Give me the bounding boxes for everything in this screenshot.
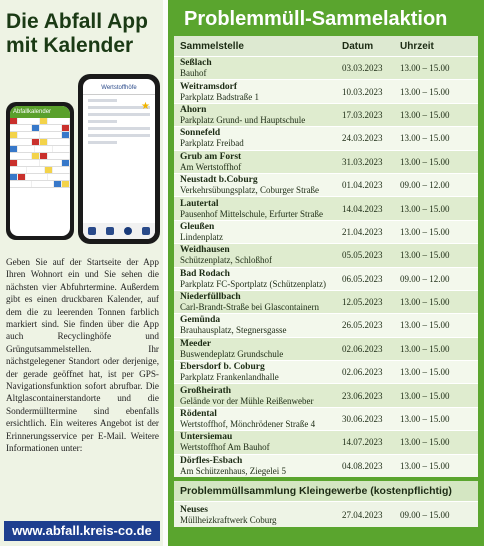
place-name: Gleußen <box>180 221 215 232</box>
place-name: Gemünda <box>180 315 221 326</box>
table-row <box>174 56 478 79</box>
table-row <box>174 454 478 477</box>
location-icon <box>124 227 132 235</box>
calendar-icon <box>106 227 114 235</box>
place-name: Bad Rodach <box>180 268 230 279</box>
row-date: 14.07.2023 <box>342 437 383 448</box>
schedule-title: Problemmüll-Sammelaktion <box>184 8 448 30</box>
site-name: Carl-Brandt-Straße bei Glascontainern <box>180 302 319 313</box>
table-row <box>174 220 478 243</box>
home-icon <box>88 227 96 235</box>
header-time: Uhrzeit <box>400 40 434 52</box>
row-date: 24.03.2023 <box>342 133 383 144</box>
place-name: Großheirath <box>180 385 232 396</box>
row-date: 01.04.2023 <box>342 180 383 191</box>
row-date: 06.05.2023 <box>342 273 383 284</box>
row-date: 05.05.2023 <box>342 250 383 261</box>
row-date: 17.03.2023 <box>342 109 383 120</box>
app-nav-bar <box>83 223 155 239</box>
site-name: Wertstoffhof, Mönchrödener Straße 4 <box>180 419 316 430</box>
site-name: Wertstoffhof Am Bauhof <box>180 442 270 453</box>
row-time: 09.00 – 15.00 <box>400 509 450 520</box>
table-row <box>174 313 478 336</box>
collection-schedule <box>168 0 484 546</box>
site-name: Parkplatz Grund- und Hauptschule <box>180 114 306 125</box>
row-time: 13.00 – 15.00 <box>400 367 450 378</box>
place-name: Ebersdorf b. Coburg <box>180 362 265 373</box>
table-row <box>174 243 478 266</box>
website-link[interactable]: www.abfall.kreis-co.de <box>4 521 160 541</box>
row-time: 13.00 – 15.00 <box>400 109 450 120</box>
row-time: 13.00 – 15.00 <box>400 297 450 308</box>
table-row <box>174 290 478 313</box>
place-name: Neustadt b.Coburg <box>180 175 258 186</box>
row-time: 09.00 – 12.00 <box>400 180 450 191</box>
place-name: Lautertal <box>180 198 219 209</box>
place-name: Grub am Forst <box>180 151 242 162</box>
app-title: Die Abfall App mit Kalender <box>6 10 148 57</box>
site-name: Pausenhof Mittelschule, Erfurter Straße <box>180 208 323 219</box>
row-date: 03.03.2023 <box>342 63 383 74</box>
row-time: 13.00 – 15.00 <box>400 156 450 167</box>
table-row <box>174 79 478 102</box>
table-row <box>174 196 478 219</box>
row-time: 13.00 – 15.00 <box>400 390 450 401</box>
place-name: Untersiemau <box>180 432 233 443</box>
row-date: 31.03.2023 <box>342 156 383 167</box>
row-date: 04.08.2023 <box>342 460 383 471</box>
phone-calendar <box>6 102 74 240</box>
place-name: Seßlach <box>180 58 212 69</box>
row-time: 13.00 – 15.00 <box>400 320 450 331</box>
header-date: Datum <box>342 40 374 52</box>
site-name: Lindenplatz <box>180 231 223 242</box>
place-name: Dörfles-Esbach <box>180 455 243 466</box>
row-time: 13.00 – 15.00 <box>400 250 450 261</box>
row-time: 09.00 – 12.00 <box>400 273 450 284</box>
row-time: 13.00 – 15.00 <box>400 437 450 448</box>
row-time: 13.00 – 15.00 <box>400 86 450 97</box>
calendar-header: Abfallkalender <box>10 106 70 118</box>
site-name: Am Wertstoffhof <box>180 161 242 172</box>
place-name: Ahorn <box>180 104 207 115</box>
row-date: 10.03.2023 <box>342 86 383 97</box>
table-row <box>174 126 478 149</box>
table-row <box>174 360 478 383</box>
place-name: Niederfüllbach <box>180 292 241 303</box>
table-body <box>174 56 478 477</box>
phone-illustration <box>4 70 162 250</box>
site-name: Buswendeplatz Grundschule <box>180 348 284 359</box>
place-name: Rödental <box>180 409 217 420</box>
table-row <box>174 407 478 430</box>
row-date: 30.06.2023 <box>342 414 383 425</box>
row-date: 23.06.2023 <box>342 390 383 401</box>
row-date: 02.06.2023 <box>342 367 383 378</box>
row-date: 12.05.2023 <box>342 297 383 308</box>
row-date: 21.04.2023 <box>342 226 383 237</box>
table-row <box>174 501 478 527</box>
table-row <box>174 383 478 406</box>
menu-icon <box>142 227 150 235</box>
row-date: 26.05.2023 <box>342 320 383 331</box>
commercial-title: Problemmüllsammlung Kleingewerbe (kostenpflichtig) <box>174 481 478 501</box>
site-name: Verkehrsübungsplatz, Coburger Straße <box>180 185 320 196</box>
site-name: Parkplatz Frankenlandhalle <box>180 372 279 383</box>
place-name: Weidhausen <box>180 245 230 256</box>
row-time: 13.00 – 15.00 <box>400 343 450 354</box>
phone-app <box>78 74 160 244</box>
table-row <box>174 337 478 360</box>
table-row <box>174 267 478 290</box>
row-date: 14.04.2023 <box>342 203 383 214</box>
row-date: 27.04.2023 <box>342 509 383 520</box>
row-time: 13.00 – 15.00 <box>400 226 450 237</box>
site-name: Schützenplatz, Schloßhof <box>180 255 272 266</box>
table-row <box>174 103 478 126</box>
table-row <box>174 430 478 453</box>
app-header: Wertstoffhöfe <box>83 79 155 95</box>
row-date: 02.06.2023 <box>342 343 383 354</box>
place-name: Sonnefeld <box>180 128 221 139</box>
row-time: 13.00 – 15.00 <box>400 63 450 74</box>
place-name: Weitramsdorf <box>180 81 237 92</box>
app-description: Geben Sie auf der Startseite der App Ihren Wohnort ein und Sie sehen die nächsten vier Abfuhrtermine. Außerdem gibt es einen druckbaren Kalender, auf dem die zu leerenden Tonnen farblich markiert sind. Sie finden über die App auch Recyclinghöfe und Grüngutsammelstellen. Ihr nächstgelegener Standort oder derjenige, der gerade geöffnet hat, ist per GPS-Navigationsfunktion sofort abrufbar. Die Altglascontainerstandorte und die Sondermülltermine sind ebenfalls ersichtlich. Ein weiteres Angebot ist der Erinnerungsservice per E-Mail. Weitere Informationen unter: <box>6 257 159 454</box>
row-time: 13.00 – 15.00 <box>400 203 450 214</box>
star-icon: ★ <box>141 101 150 112</box>
table-row <box>174 173 478 196</box>
row-time: 13.00 – 15.00 <box>400 414 450 425</box>
row-time: 13.00 – 15.00 <box>400 133 450 144</box>
app-info-column <box>0 0 163 546</box>
place-name: Meeder <box>180 338 212 349</box>
schedule-table <box>174 36 478 477</box>
row-time: 13.00 – 15.00 <box>400 460 450 471</box>
header-location: Sammelstelle <box>180 40 244 52</box>
site-name: Bauhof <box>180 68 207 79</box>
table-header <box>174 36 478 56</box>
site-name: Parkplatz Freibad <box>180 138 244 149</box>
site-name: Parkplatz Badstraße 1 <box>180 91 259 102</box>
site-name: Müllheizkraftwerk Coburg <box>180 514 277 525</box>
site-name: Brauhausplatz, Stegnersgasse <box>180 325 287 336</box>
table-row <box>174 150 478 173</box>
place-name: Neuses <box>180 504 208 515</box>
site-name: Gelände vor der Mühle Reißenweber <box>180 395 314 406</box>
site-name: Parkplatz FC-Sportplatz (Schützenplatz) <box>180 278 326 289</box>
site-name: Am Schützenhaus, Ziegelei 5 <box>180 465 286 476</box>
